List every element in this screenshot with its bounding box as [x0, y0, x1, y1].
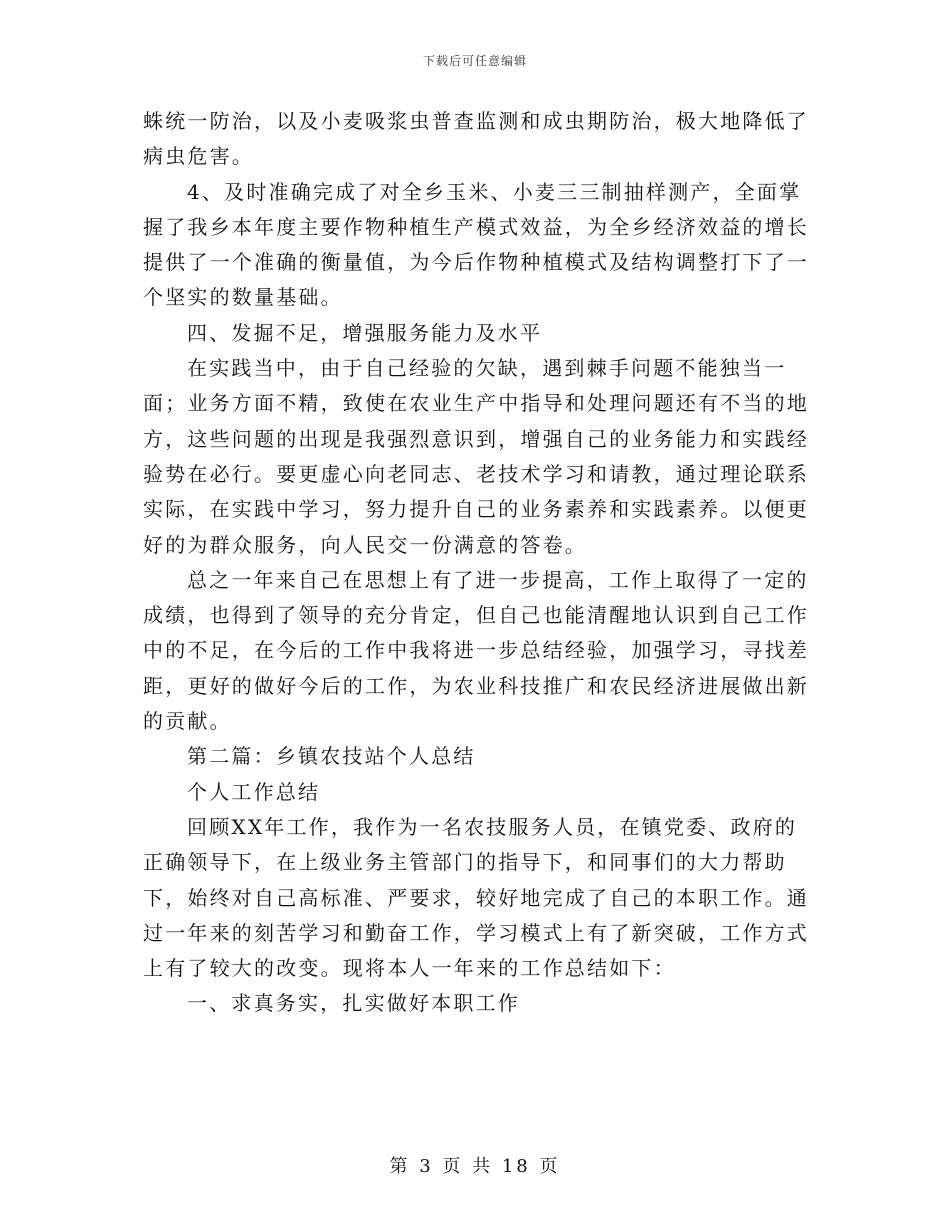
paragraph: 回顾XX年工作，我作为一名农技服务人员，在镇党委、政府的正确领导下，在上级业务主管部门的指导下，和同事们的大力帮助下，始终对自己高标准、严要求，较好地完成了自己的本职工作。通过一年来的刻苦学习和勤奋工作，学习模式上有了新突破，工作方式上有了较大的改变。现将本人一年来的工作总结如下： [143, 814, 809, 981]
section-heading: 一、求真务实，扎实做好本职工作 [187, 991, 520, 1016]
paragraph: 在实践当中，由于自己经验的欠缺，遇到棘手问题不能独当一面；业务方面不精，致使在农业生产中指导和处理问题还有不当的地方，这些问题的出现是我强烈意识到，增强自己的业务能力和实践经验势在必行。要更虚心向老同志、老技术学习和请教，通过理论联系实际，在实践中学习，努力提升自己的业务素养和实践素养。以便更好的为群众服务，向人民交一份满意的答卷。 [143, 356, 809, 557]
paragraph: 蛛统一防治，以及小麦吸浆虫普查监测和成虫期防治，极大地降低了病虫危害。 [143, 109, 809, 169]
paragraph: 4、及时准确完成了对全乡玉米、小麦三三制抽样测产，全面掌握了我乡本年度主要作物种植生产模式效益，为全乡经济效益的增长提供了一个准确的衡量值，为今后作物种植模式及结构调整打下了一个坚实的数量基础。 [143, 179, 809, 310]
document-body [143, 104, 813, 1022]
page-footer: 第 3 页 共 18 页 [389, 1156, 561, 1177]
paragraph: 总之一年来自己在思想上有了进一步提高，工作上取得了一定的成绩，也得到了领导的充分肯定，但自己也能清醒地认识到自己工作中的不足，在今后的工作中我将进一步总结经验，加强学习，寻找差距，更好的做好今后的工作，为农业科技推广和农民经济进展做出新的贡献。 [143, 567, 809, 734]
page-header: 下载后可任意编辑 [422, 54, 527, 68]
chapter-heading: 第二篇：乡镇农技站个人总结 [187, 744, 476, 769]
section-heading: 四、发掘不足，增强服务能力及水平 [187, 320, 543, 345]
document-title: 个人工作总结 [187, 779, 321, 804]
